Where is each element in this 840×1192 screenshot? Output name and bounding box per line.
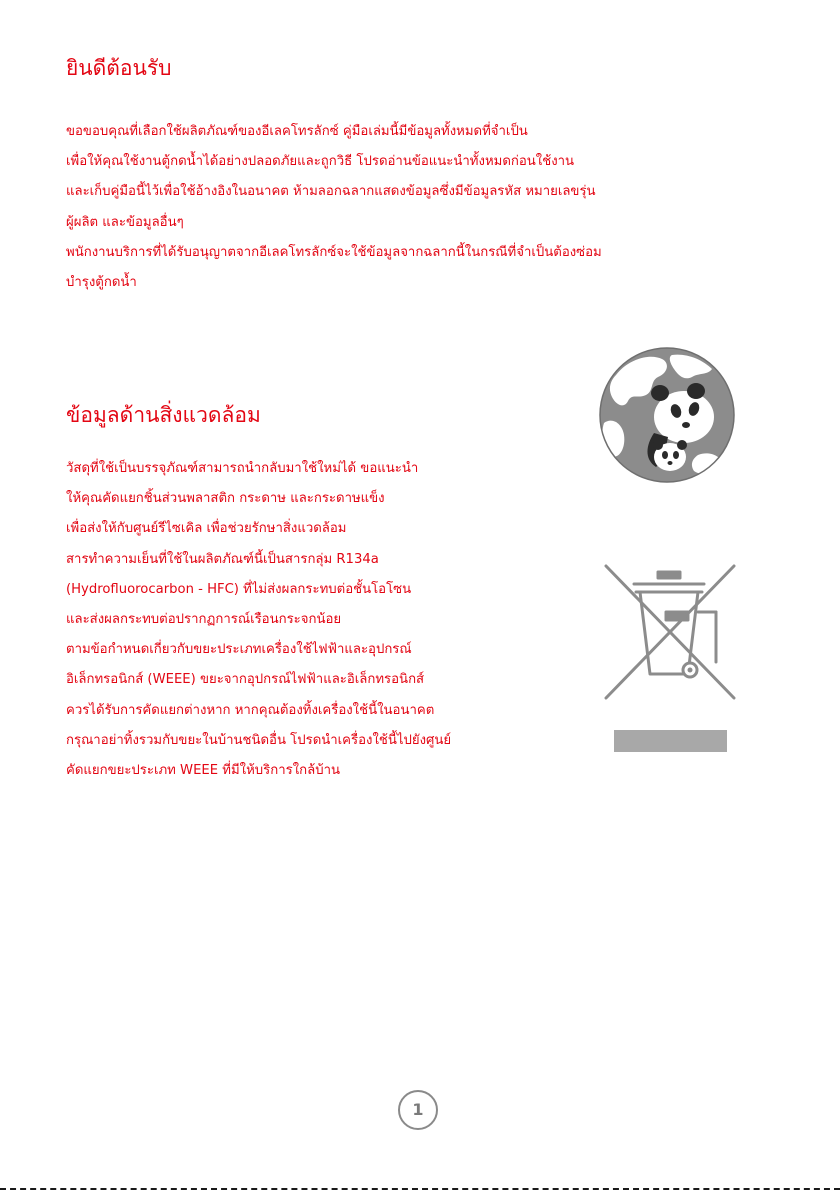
environment-line: เพื่อส่งให้กับศูนย์รีไซเคิล เพื่อช่วยรักษาสิ่งแวดล้อม [66, 521, 347, 537]
welcome-paragraph [66, 117, 602, 298]
environment-line: อิเล็กทรอนิกส์ (WEEE) ขยะจากอุปกรณ์ไฟฟ้าและอิเล็กทรอนิกส์ [66, 672, 425, 688]
environment-line: กรุณาอย่าทิ้งรวมกับขยะในบ้านชนิดอื่น โปรดนำเครื่องใช้นี้ไปยังศูนย์ [66, 732, 452, 748]
welcome-line: เพื่อให้คุณใช้งานตู้กดน้ำได้อย่างปลอดภัยและถูกวิธี โปรดอ่านข้อแนะนำทั้งหมดก่อนใช้งาน [66, 154, 575, 170]
weee-bar [614, 730, 727, 752]
welcome-line: บำรุงตู้กดน้ำ [66, 274, 137, 290]
environment-heading: ข้อมูลด้านสิ่งแวดล้อม [66, 403, 261, 427]
welcome-line: ผู้ผลิต และข้อมูลอื่นๆ [66, 214, 184, 230]
environment-line: ควรได้รับการคัดแยกต่างหาก หากคุณต้องทิ้งเครื่องใช้นี้ในอนาคต [66, 702, 435, 718]
globe-panda-icon [598, 345, 736, 485]
welcome-heading: ยินดีต้อนรับ [66, 56, 172, 80]
environment-paragraph [66, 454, 451, 786]
environment-line: ตามข้อกำหนดเกี่ยวกับขยะประเภทเครื่องใช้ไฟฟ้าและอุปกรณ์ [66, 642, 412, 658]
environment-line: วัสดุที่ใช้เป็นบรรจุภัณฑ์สามารถนำกลับมาใช้ใหม่ได้ ขอแนะนำ [66, 461, 419, 476]
page-number: 1 [398, 1090, 438, 1130]
environment-line: คัดแยกขยะประเภท WEEE ที่มีให้บริการใกล้บ้าน [66, 762, 341, 778]
welcome-line: และเก็บคู่มือนี้ไว้เพื่อใช้อ้างอิงในอนาคต ห้ามลอกฉลากแสดงข้อมูลซึ่งมีข้อมูลรหัส หมายเลขรุ่น [66, 184, 596, 200]
welcome-line: ขอขอบคุณที่เลือกใช้ผลิตภัณฑ์ของอีเลคโทรลักซ์ คู่มือเล่มนี้มีข้อมูลทั้งหมดที่จำเป็น [66, 124, 528, 139]
welcome-line: พนักงานบริการที่ได้รับอนุญาตจากอีเลคโทรลักซ์จะใช้ข้อมูลจากฉลากนี้ในกรณีที่จำเป็นต้องซ่อม [66, 244, 602, 260]
environment-line: ให้คุณคัดแยกชิ้นส่วนพลาสติก กระดาษ และกระดาษแข็ง [66, 491, 385, 507]
bottom-dashed-rule [0, 1188, 840, 1190]
environment-line: และส่งผลกระทบต่อปรากฏการณ์เรือนกระจกน้อย [66, 611, 342, 627]
crossed-out-bin-icon [600, 562, 740, 702]
environment-line: สารทำความเย็นที่ใช้ในผลิตภัณฑ์นี้เป็นสารกลุ่ม R134a [66, 551, 379, 567]
environment-line: (Hydrofluorocarbon - HFC) ที่ไม่ส่งผลกระทบต่อชั้นโอโซน [66, 581, 412, 597]
